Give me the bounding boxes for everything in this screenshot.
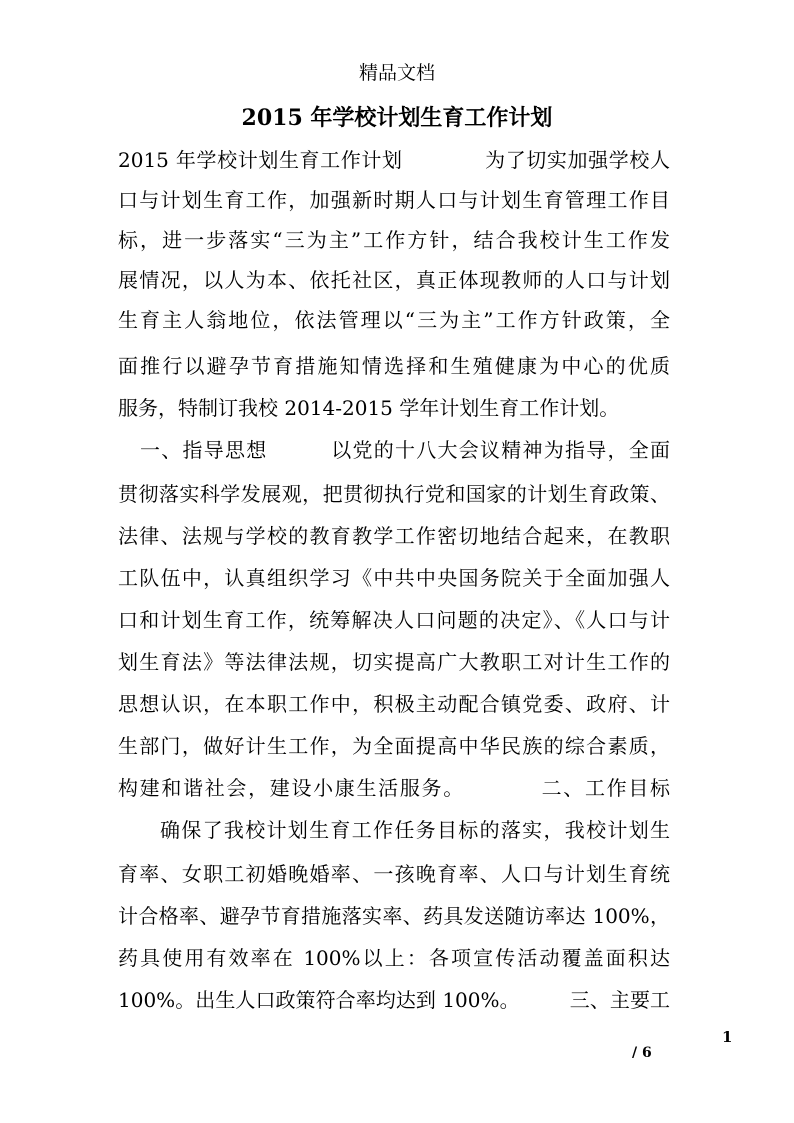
body-line: 生育主人翁地位，依法管理以“三为主”工作方针政策，全	[118, 308, 670, 332]
document-title: 2015 年学校计划生育工作计划	[241, 105, 553, 131]
body-line: 2015 年学校计划生育工作计划 为了切实加强学校人	[118, 148, 670, 172]
header-label: 精品文档	[358, 62, 435, 84]
body-line: 口与计划生育工作，加强新时期人口与计划生育管理工作目	[118, 188, 670, 212]
body-line: 构建和谐社会，建设小康生活服务。 二、工作目标	[118, 776, 670, 800]
body-line: 思想认识，在本职工作中，积极主动配合镇党委、政府、计	[118, 692, 670, 716]
body-line: 确保了我校计划生育工作任务目标的落实，我校计划生	[160, 818, 670, 842]
body-line: 面推行以避孕节育措施知情选择和生殖健康为中心的优质	[118, 354, 670, 378]
body-line: 计合格率、避孕节育措施落实率、药具发送随访率达 100%，	[118, 904, 670, 928]
body-line: 育率、女职工初婚晚婚率、一孩晚育率、人口与计划生育统	[118, 862, 670, 886]
body-line: 工队伍中，认真组织学习《中共中央国务院关于全面加强人	[118, 566, 670, 590]
body-line: 服务，特制订我校 2014-2015 学年计划生育工作计划。	[118, 396, 620, 420]
body-line: 口和计划生育工作，统筹解决人口问题的决定》、《人口与计	[118, 608, 670, 632]
body-line: 贯彻落实科学发展观，把贯彻执行党和国家的计划生育政策、	[118, 482, 670, 506]
body-line: 100%。出生人口政策符合率均达到 100%。 三、主要工	[118, 988, 670, 1012]
body-line: 药具使用有效率在 100%以上：各项宣传活动覆盖面积达	[118, 946, 670, 970]
body-line: 生部门，做好计生工作，为全面提高中华民族的综合素质，	[118, 734, 670, 758]
page-total: / 6	[632, 1045, 652, 1061]
body-line: 展情况，以人为本、依托社区，真正体现教师的人口与计划	[118, 268, 670, 292]
page-number: 1	[722, 1028, 733, 1046]
body-line: 法律、法规与学校的教育教学工作密切地结合起来，在教职	[118, 524, 670, 548]
body-line: 标，进一步落实“三为主”工作方针，结合我校计生工作发	[118, 228, 670, 252]
body-line: 一、指导思想 以党的十八大会议精神为指导，全面	[140, 438, 670, 462]
body-line: 划生育法》等法律法规，切实提高广大教职工对计生工作的	[118, 650, 670, 674]
